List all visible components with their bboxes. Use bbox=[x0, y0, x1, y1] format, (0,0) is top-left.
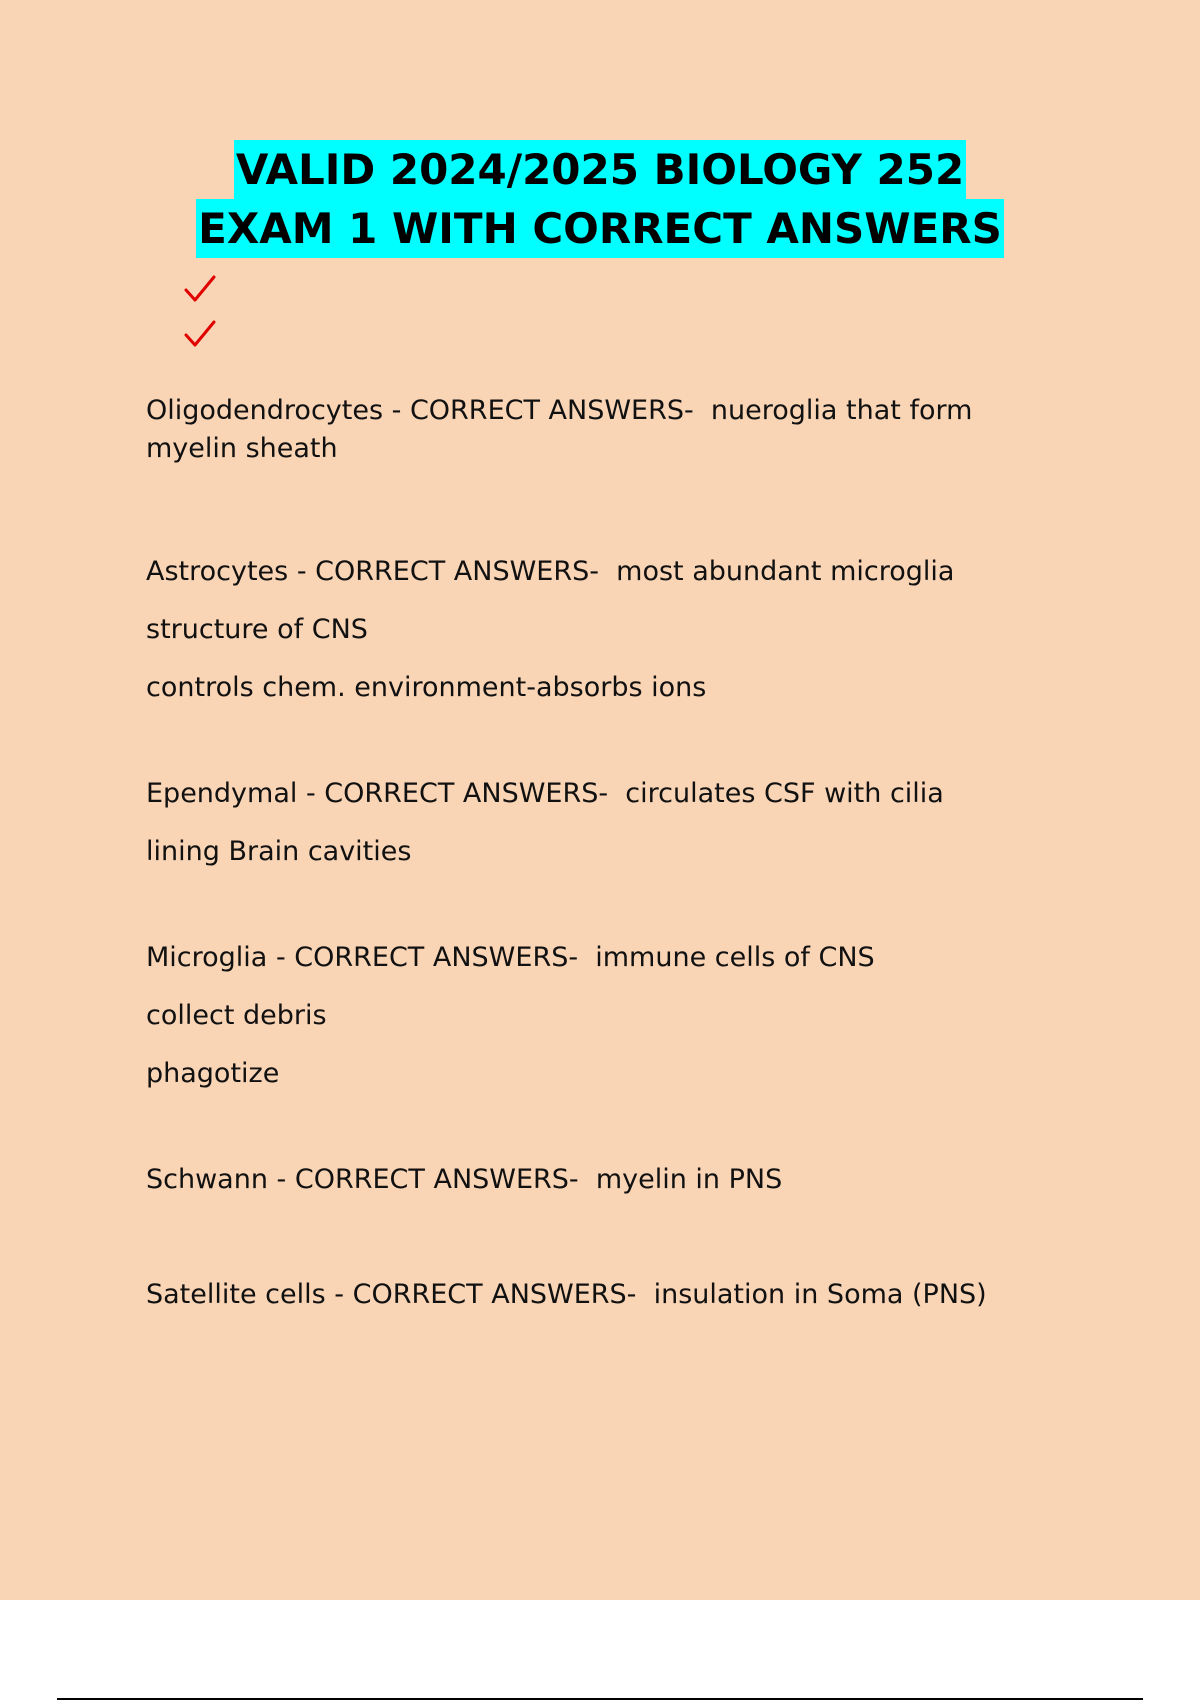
checkmark-icon bbox=[183, 272, 217, 306]
entry-separator: - CORRECT ANSWERS- bbox=[297, 778, 626, 809]
answer-entry-microglia bbox=[146, 929, 1046, 1103]
entry-answer-line: collect debris bbox=[146, 1000, 327, 1031]
entry-answer-line: most abundant microglia bbox=[616, 556, 955, 587]
entry-answer-line: lining Brain cavities bbox=[146, 836, 412, 867]
entry-term: Satellite cells bbox=[146, 1279, 326, 1310]
entry-answer-line: controls chem. environment-absorbs ions bbox=[146, 672, 707, 703]
title-line-2: EXAM 1 WITH CORRECT ANSWERS bbox=[196, 199, 1004, 258]
answer-entry-schwann bbox=[146, 1151, 1046, 1209]
entry-answer-line: insulation in Soma (PNS) bbox=[653, 1279, 987, 1310]
entry-separator: - CORRECT ANSWERS- bbox=[267, 942, 596, 973]
entry-term: Schwann bbox=[146, 1164, 268, 1195]
entry-answer-line: phagotize bbox=[146, 1058, 280, 1089]
checkmark-icon bbox=[183, 317, 217, 351]
entry-answer-line: structure of CNS bbox=[146, 614, 368, 645]
entry-separator: - CORRECT ANSWERS- bbox=[267, 1164, 596, 1195]
answer-entry-oligodendrocytes bbox=[146, 392, 1046, 468]
check-marks bbox=[183, 272, 217, 362]
document-title bbox=[0, 140, 1200, 258]
entry-term: Oligodendrocytes bbox=[146, 395, 384, 426]
entry-term: Astrocytes bbox=[146, 556, 289, 587]
answer-entry-ependymal bbox=[146, 765, 1046, 881]
answer-entry-astrocytes bbox=[146, 543, 1046, 717]
entry-separator: - CORRECT ANSWERS- bbox=[325, 1279, 654, 1310]
entry-answer-line: myelin sheath bbox=[146, 433, 338, 464]
answer-entry-satellite-cells bbox=[146, 1266, 1046, 1324]
answer-list bbox=[146, 392, 1046, 1324]
entry-separator: - CORRECT ANSWERS- bbox=[288, 556, 617, 587]
title-line-1: VALID 2024/2025 BIOLOGY 252 bbox=[234, 140, 966, 199]
entry-separator: - CORRECT ANSWERS- bbox=[383, 395, 711, 426]
entry-answer-line: nueroglia that form bbox=[710, 395, 973, 426]
entry-answer-line: myelin in PNS bbox=[595, 1164, 783, 1195]
entry-term: Ependymal bbox=[146, 778, 298, 809]
entry-answer-line: circulates CSF with cilia bbox=[625, 778, 944, 809]
entry-answer-line: immune cells of CNS bbox=[595, 942, 875, 973]
entry-term: Microglia bbox=[146, 942, 268, 973]
